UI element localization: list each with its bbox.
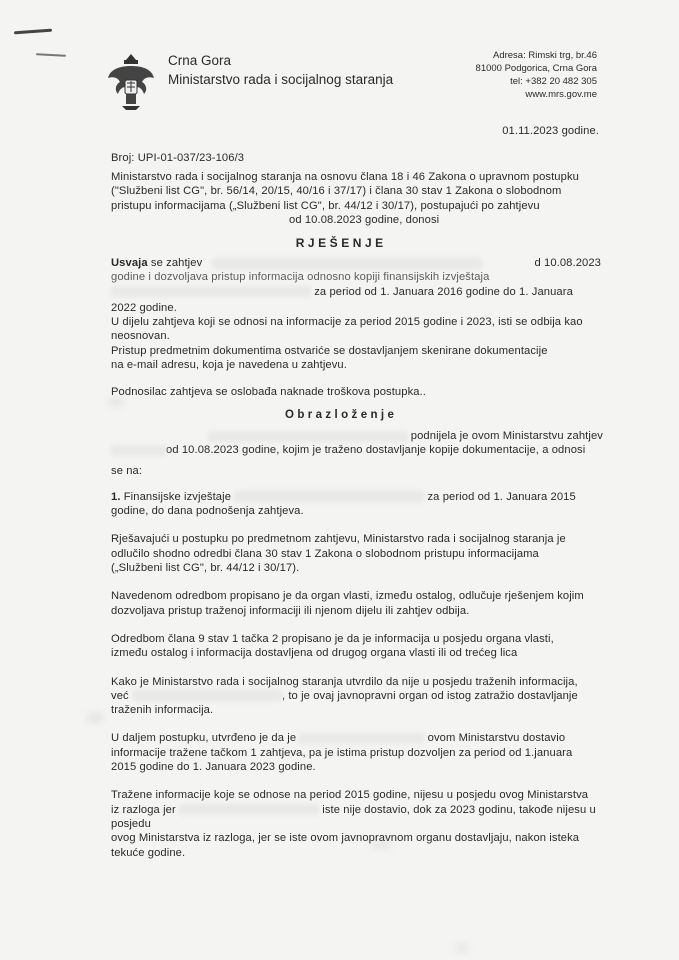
preamble-line: od 10.08.2023 godine, donosi bbox=[289, 213, 440, 226]
reasoning-paragraph: Odredbom člana 9 stav 1 tačka 2 propisano je da je informacija u posjedu organa vlasti, između ostalog i informacija dostavljena od drugog organa vlasti ili od trećeg lica bbox=[111, 632, 554, 660]
reasoning-body bbox=[111, 429, 603, 860]
address-line-1: Adresa: Rimski trg, br.46 bbox=[492, 50, 597, 61]
reasoning-line: podnijela je ovom Ministarstvu zahtjev bbox=[111, 429, 603, 443]
pen-mark bbox=[36, 53, 66, 57]
decision-line: 2022 godine. bbox=[111, 301, 177, 314]
coat-of-arms-icon bbox=[106, 52, 156, 112]
reasoning-paragraph: Rješavajući u postupku po predmetnom zahtjevu, Ministarstvo rada i socijalnog staranja je odlučilo shodno odredbi člana 30 stav 1 Zakona o slobodnom pristupu informacijama („Službeni list CG", br. 44/12 i 30/17). bbox=[111, 533, 566, 575]
request-item: 1. Finansijske izvještaje za period od 1. Januara 2015 godine, do dana podnošenja zahtjeva. bbox=[111, 490, 576, 518]
reasoning-title: O b r a z l o ž e n j e bbox=[284, 409, 395, 421]
decision-line: Usvaja se zahtjev d 10.08.2023 bbox=[111, 257, 601, 269]
preamble-line: pristupu informacijama („Službeni list CG", br. 44/12 i 30/17), postupajući po zahtjevu bbox=[111, 199, 540, 212]
decision-line: neosnovan. bbox=[111, 330, 170, 343]
preamble bbox=[111, 170, 601, 227]
reference-number: Broj: UPI-01-037/23-106/3 bbox=[111, 152, 245, 164]
country-name: Crna Gora bbox=[168, 53, 232, 68]
website: www.mrs.gov.me bbox=[525, 89, 597, 100]
decision-line: na e-mail adresu, koja je navedena u zahtjevu. bbox=[111, 359, 347, 372]
address-line-2: 81000 Podgorica, Crna Gora bbox=[475, 63, 597, 74]
decision-line: za period od 1. Januara 2016 godine do 1. Januara bbox=[111, 285, 603, 299]
reasoning-paragraph: Navedenom odredbom propisano je da organ vlasti, između ostalog, odlučuje rješenjem kojim dozvoljava pristup traženoj informaciji ili njenom dijelu ili zahtjev odbija. bbox=[111, 590, 584, 617]
reasoning-paragraph: U daljem postupku, utvrđeno je da je ovom Ministarstvu dostavio informacije tražene tačkom 1 zahtjeva, pa je istima pristup dozvoljen za period od 1.januara 2015 godine do 1. Januara 2023 godine. bbox=[111, 732, 573, 774]
decision-line: Pristup predmetnim dokumentima ostvariće se dostavljanjem skenirane dokumentacije bbox=[111, 344, 548, 357]
scan-smudge bbox=[455, 945, 469, 951]
document-date: 01.11.2023 godine. bbox=[502, 125, 599, 137]
decision-line: Podnosilac zahtjeva se oslobađa naknade troškova postupka.. bbox=[111, 386, 427, 399]
reasoning-line: od 10.08.2023 godine, kojim je traženo dostavljanje kopije dokumentacije, a odnosi bbox=[111, 443, 603, 457]
decision-line: U dijelu zahtjeva koji se odnosi na informacije za period 2015 godine i 2023, isti se odbija kao bbox=[111, 316, 583, 329]
ministry-name: Ministarstvo rada i socijalnog staranja bbox=[168, 72, 394, 87]
decision-line: godine i dozvoljava pristup informacija odnosno kopiji finansijskih izvještaja bbox=[111, 271, 490, 284]
address-block bbox=[397, 49, 597, 101]
preamble-line: Ministarstvo rada i socijalnog staranja na osnovu člana 18 i 46 Zakona o upravnom postupku bbox=[111, 171, 579, 183]
reasoning-line: se na: bbox=[111, 464, 143, 477]
decision-title: R J E Š E N J E bbox=[295, 236, 384, 250]
reasoning-paragraph: Tražene informacije koje se odnose na period 2015 godine, nijesu u posjedu ovog Ministarstva iz razloga jer iste nije dostavio, dok za 2023 godinu, takođe nijesu u posjedu ovog Ministarstva iz razloga, jer se iste ovom javnopravnom organu dostavljaju, nakon isteka tekuće godine. bbox=[111, 789, 596, 859]
phone: tel: +382 20 482 305 bbox=[510, 76, 597, 87]
decision-body bbox=[111, 256, 603, 400]
preamble-line: ("Službeni list CG", br. 56/14, 20/15, 40/16 i 37/17) i člana 30 stav 1 Zakona o slobodnom bbox=[111, 185, 562, 198]
pen-mark bbox=[14, 29, 52, 35]
scan-smudge bbox=[86, 714, 104, 722]
reasoning-paragraph: Kako je Ministarstvo rada i socijalnog staranja utvrdilo da nije u posjedu traženih informacija, već , to je ovaj javnopravni organ od istog zatražio dostavljanje traženih informacija. bbox=[111, 675, 578, 717]
